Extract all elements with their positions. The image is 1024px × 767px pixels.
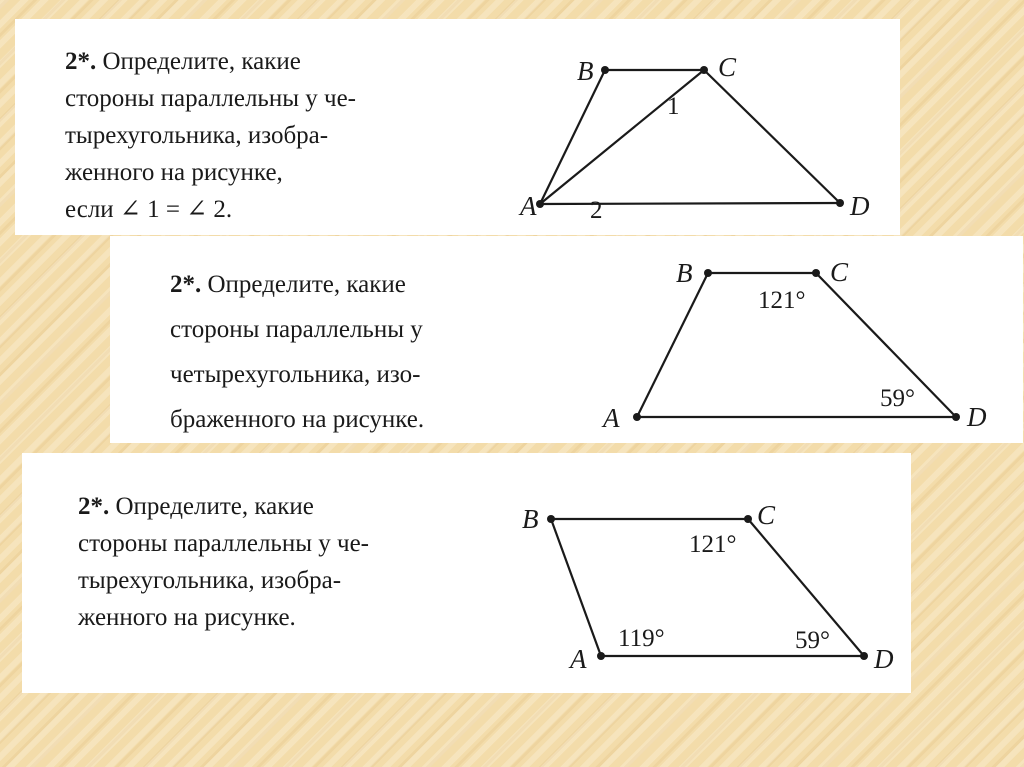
problem-1-number: 2*. [65, 48, 97, 75]
problem-3-text [78, 488, 369, 636]
problem-1-text [65, 43, 356, 228]
angle-label-1: 1 [667, 93, 680, 120]
quadrilateral-figure-1 [495, 47, 895, 237]
problem-2-line-4: браженного на рисунке. [170, 406, 425, 433]
vertex-d-point [952, 413, 960, 421]
vertex-a-point [597, 652, 605, 660]
angle-label-a: 119° [618, 625, 665, 652]
vertex-label-c: C [718, 52, 737, 82]
vertex-label-a: A [520, 191, 537, 221]
problem-2-line-1: 2*. Определите, какие [170, 271, 406, 298]
angle-label-d: 59° [795, 627, 830, 654]
side-ab [540, 70, 605, 204]
problem-3-line-4: женного на рисунке. [78, 604, 296, 631]
angle-label-d: 59° [880, 385, 915, 412]
problem-1-line-1: 2*. Определите, какие [65, 48, 301, 75]
vertex-label-c: C [757, 500, 776, 530]
side-ad [540, 203, 840, 204]
problem-1-line-4: женного на рисунке, [65, 159, 283, 186]
vertex-label-b: B [577, 56, 594, 86]
diagonal-ac [540, 70, 704, 204]
problem-1-line-2: стороны параллельны у че- [65, 85, 357, 112]
problem-3-line-2: стороны параллельны у че- [78, 530, 370, 557]
problem-3-number: 2*. [78, 493, 110, 520]
angle-label-2: 2 [590, 197, 603, 224]
vertex-label-a: A [603, 403, 620, 433]
vertex-label-a: A [570, 644, 587, 674]
vertex-label-c: C [830, 257, 849, 287]
angle-label-c: 121° [758, 287, 806, 314]
vertex-d-point [860, 652, 868, 660]
problem-2-line-3: четырехугольника, изо- [170, 361, 421, 388]
vertex-b-point [704, 269, 712, 277]
vertex-d-point [836, 199, 844, 207]
vertex-a-point [536, 200, 544, 208]
angle-label-c: 121° [689, 531, 737, 558]
vertex-label-b: B [522, 504, 539, 534]
problem-3-line-3: тырехугольника, изобра- [78, 567, 342, 594]
problem-card-3 [22, 453, 911, 693]
vertex-b-point [547, 515, 555, 523]
quadrilateral-figure-2 [590, 251, 1010, 436]
vertex-label-d: D [850, 191, 870, 221]
vertex-a-point [633, 413, 641, 421]
problem-2-number: 2*. [170, 271, 202, 298]
problem-2-text [170, 266, 424, 438]
vertex-b-point [601, 66, 609, 74]
problem-1-line-3: тырехугольника, изобра- [65, 122, 329, 149]
side-ab [637, 273, 708, 417]
problem-1-line-5: если ∠ 1 = ∠ 2. [65, 196, 233, 223]
vertex-label-b: B [676, 258, 693, 288]
vertex-label-d: D [874, 644, 894, 674]
side-ab [551, 519, 601, 656]
problem-card-2 [110, 236, 1023, 443]
side-cd [704, 70, 840, 203]
vertex-c-point [744, 515, 752, 523]
problem-2-line-2: стороны параллельны у [170, 316, 423, 343]
vertex-c-point [812, 269, 820, 277]
problem-card-1 [15, 19, 900, 235]
problem-3-line-1: 2*. Определите, какие [78, 493, 314, 520]
vertex-c-point [700, 66, 708, 74]
quadrilateral-figure-3 [512, 493, 911, 683]
vertex-label-d: D [967, 402, 987, 432]
